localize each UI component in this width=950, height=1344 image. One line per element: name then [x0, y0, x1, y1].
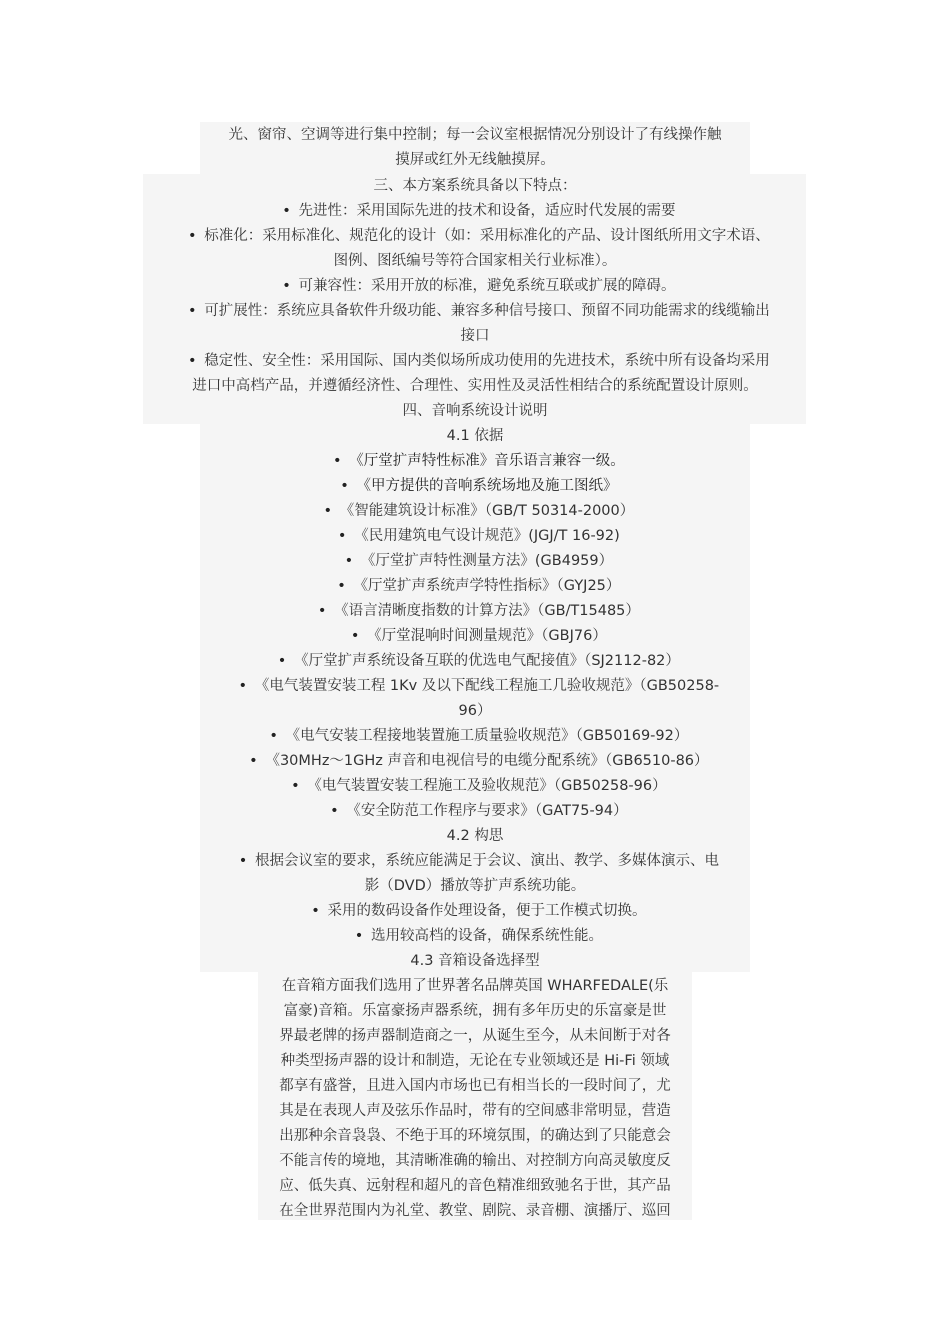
- list-item: • 《语言清晰度指数的计算方法》（GB/T15485）: [0, 599, 950, 624]
- bullet-icon: •: [282, 278, 291, 294]
- bullet-icon: •: [317, 603, 327, 619]
- section3-title: 三、本方案系统具备以下特点：: [373, 178, 577, 194]
- bullet-icon: •: [337, 528, 347, 544]
- subsection-title: 4.2 构思: [446, 828, 504, 844]
- bullet-icon: •: [187, 303, 197, 319]
- list-item: • 根据会议室的要求，系统应能满足于会议、演出、教学、多媒体演示、电 影（DVD）播放等扩声系统功能。: [0, 849, 950, 899]
- bullet-icon: •: [332, 453, 342, 469]
- list-item: • 《智能建筑设计标准》（GB/T 50314-2000）: [0, 499, 950, 524]
- bullet-icon: •: [344, 553, 354, 569]
- bullet-icon: •: [238, 853, 248, 869]
- list-item: • 《30MHz～1GHz 声音和电视信号的电缆分配系统》（GB6510-86）: [0, 749, 950, 774]
- bullet-icon: •: [330, 803, 339, 819]
- list-item: • 《甲方提供的音响系统场地及施工图纸》: [0, 474, 950, 499]
- list-item: • 《电气安装工程接地装置施工质量验收规范》（GB50169-92）: [0, 724, 950, 749]
- bullet-icon: •: [291, 778, 300, 794]
- speaker-paragraph: 在音箱方面我们选用了世界著名品牌英国 WHARFEDALE(乐 富豪)音箱。乐富豪扬声器系统，拥有多年历史的乐富豪是世 界最老牌的扬声器制造商之一，从诞生至今，从未间断于对各 种类型扬声器的设计和制造，无论在专业领域还是 Hi-Fi 领域 都享有盛誉，且进入国内市场也已有相当长的一段时间了，尤 其是在表现人声及弦乐作品时，带有的空间感非常明显，营造 出那种余音袅袅、不绝于耳的环境氛围，的确达到了只能意会 不能言传的境地，其清晰准确的输出、对控制方向高灵敏度反 应、低失真、远射程和超凡的音色精准细致驰名于世，其产品 在全世界范围内为礼堂、教堂、剧院、录音棚、演播厅、巡回: [279, 978, 671, 1219]
- bullet-icon: •: [187, 228, 197, 244]
- list-item: • 可兼容性：采用开放的标准，避免系统互联或扩展的障碍。: [0, 274, 950, 299]
- list-item: • 《安全防范工作程序与要求》（GAT75-94）: [0, 799, 950, 824]
- list-item: • 《厅堂混响时间测量规范》（GBJ76）: [0, 624, 950, 649]
- subsection-title: 4.1 依据: [446, 428, 504, 444]
- bullet-icon: •: [337, 578, 346, 594]
- bullet-icon: •: [350, 628, 360, 644]
- bullet-icon: •: [187, 353, 197, 369]
- bullet-icon: •: [238, 678, 248, 694]
- list-item: • 《厅堂扩声特性测量方法》(GB4959）: [0, 549, 950, 574]
- list-item: • 《厅堂扩声系统声学特性指标》（GYJ25）: [0, 574, 950, 599]
- list-item: • 采用的数码设备作处理设备，便于工作模式切换。: [0, 899, 950, 924]
- bullet-icon: •: [282, 203, 291, 219]
- intro-line: 摸屏或红外无线触摸屏。: [395, 152, 555, 168]
- list-item: • 《厅堂扩声系统设备互联的优选电气配接值》（SJ2112-82）: [0, 649, 950, 674]
- list-item: • 《厅堂扩声特性标准》音乐语言兼容一级。: [0, 449, 950, 474]
- bullet-icon: •: [277, 653, 287, 669]
- intro-paragraph: [0, 123, 950, 173]
- subsection-title: 4.3 音箱设备选择型: [410, 953, 540, 969]
- intro-line: 光、窗帘、空调等进行集中控制；每一会议室根据情况分别设计了有线操作触: [228, 127, 722, 143]
- bullet-icon: •: [249, 753, 258, 769]
- list-item: • 选用较高档的设备，确保系统性能。: [0, 924, 950, 949]
- section3: [0, 174, 950, 399]
- bullet-icon: •: [354, 928, 364, 944]
- section4: [0, 399, 950, 1224]
- list-item: • 《民用建筑电气设计规范》(JGJ/T 16-92): [0, 524, 950, 549]
- list-item: • 可扩展性：系统应具备软件升级功能、兼容多种信号接口、预留不同功能需求的线缆输出 接口: [0, 299, 950, 349]
- list-item: • 稳定性、安全性：采用国际、国内类似场所成功使用的先进技术，系统中所有设备均采用 进口中高档产品，并遵循经济性、合理性、实用性及灵活性相结合的系统配置设计原则。: [0, 349, 950, 399]
- bullet-icon: •: [269, 728, 278, 744]
- list-item: • 《电气装置安装工程 1Kv 及以下配线工程施工几验收规范》（GB50258- 96）: [0, 674, 950, 724]
- list-item: • 先进性：采用国际先进的技术和设备，适应时代发展的需要: [0, 199, 950, 224]
- list-item: • 标准化：采用标准化、规范化的设计（如：采用标准化的产品、设计图纸所用文字术语、 图例、图纸编号等符合国家相关行业标准）。: [0, 224, 950, 274]
- section4-title: 四、音响系统设计说明: [402, 403, 548, 419]
- bullet-icon: •: [340, 478, 349, 494]
- list-item: • 《电气装置安装工程施工及验收规范》（GB50258-96）: [0, 774, 950, 799]
- bullet-icon: •: [323, 503, 332, 519]
- bullet-icon: •: [311, 903, 320, 919]
